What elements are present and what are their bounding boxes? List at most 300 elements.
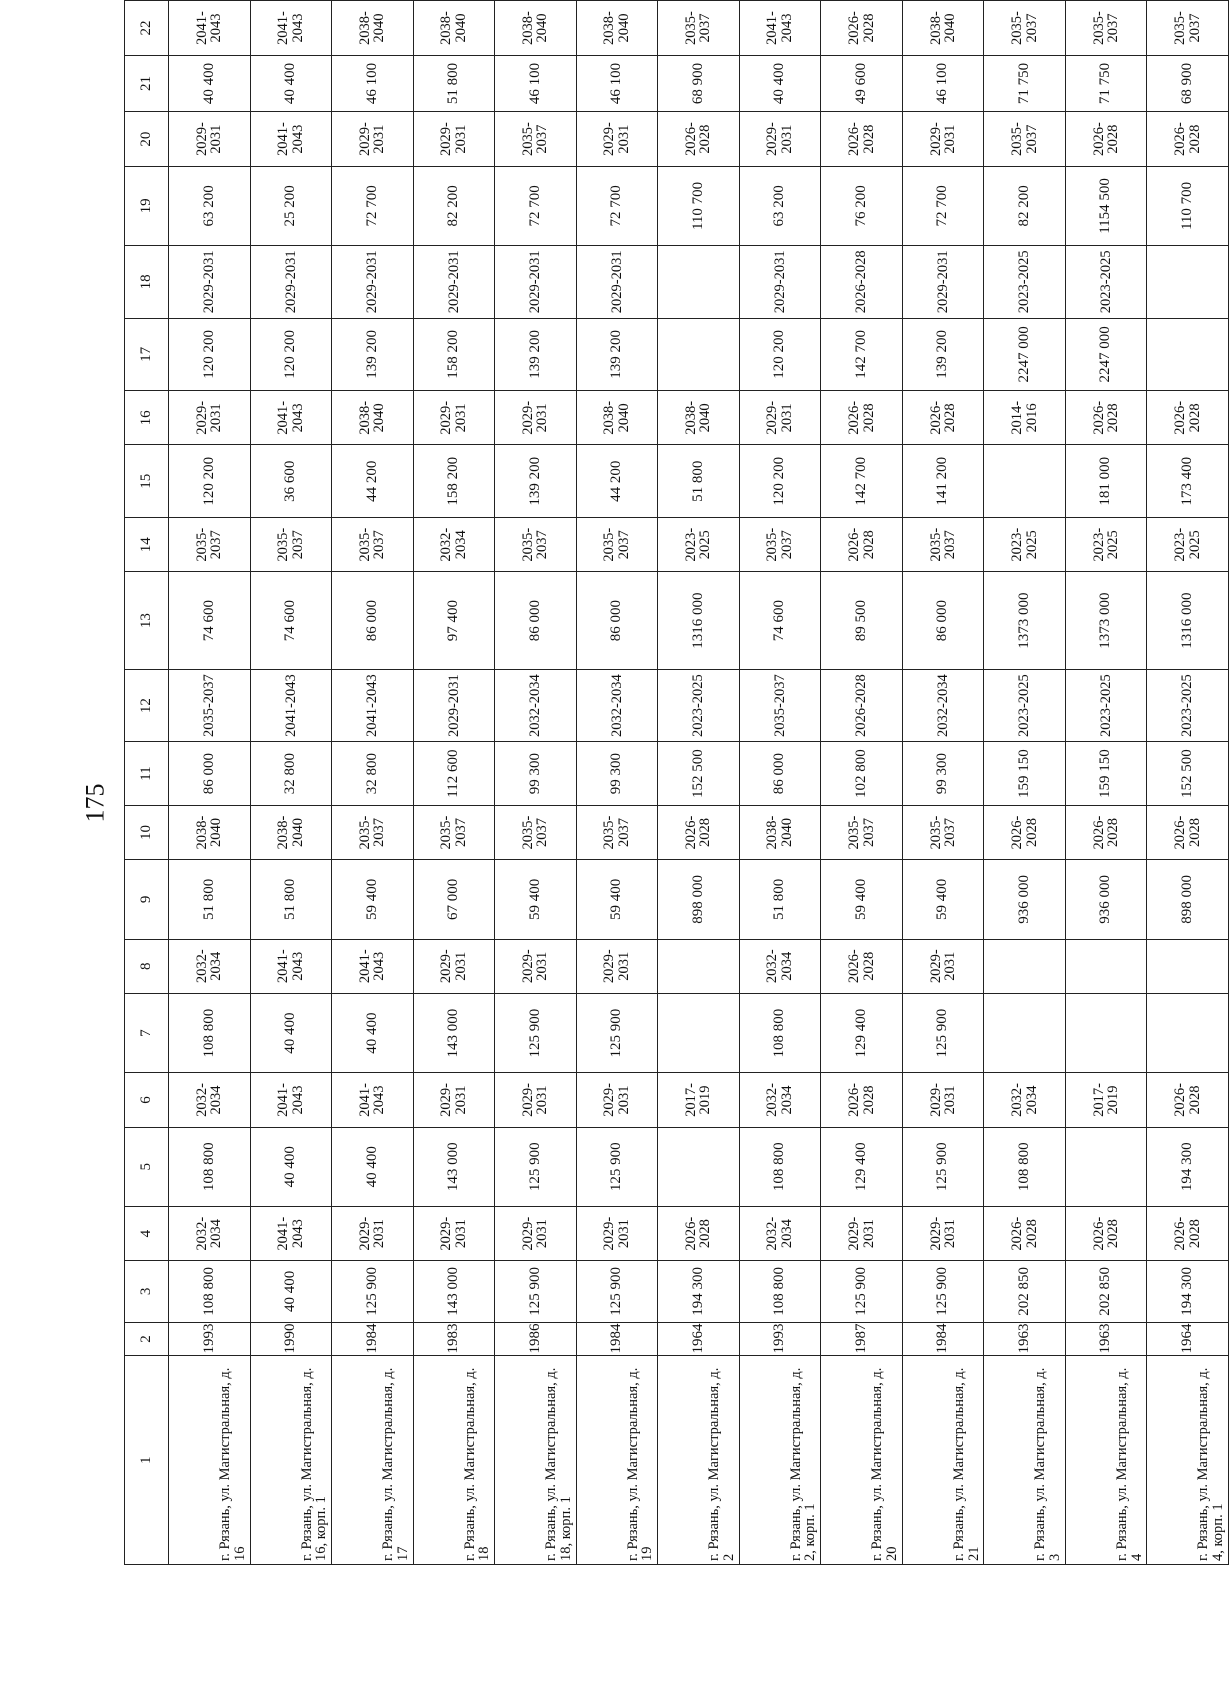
- period-cell: 2029-2031: [902, 1206, 984, 1260]
- period-cell: 2035-2037: [332, 805, 414, 859]
- cost-cell: 49 600: [821, 55, 903, 112]
- cost-cell: 143 000: [413, 1261, 495, 1322]
- cost-cell: 112 600: [413, 742, 495, 805]
- cost-cell: [658, 0, 740, 1]
- cost-cell: 46 100: [332, 55, 414, 112]
- period-cell: 2032-2034: [495, 669, 577, 742]
- period-cell: 2026-2028: [821, 246, 903, 319]
- cost-cell: 936 000: [1065, 860, 1147, 939]
- cost-cell: 898 000: [1147, 860, 1229, 939]
- cost-cell: 46 100: [495, 55, 577, 112]
- cost-cell: 2247 000: [984, 318, 1066, 391]
- cost-cell: [1065, 1127, 1147, 1206]
- cost-cell: [658, 939, 740, 993]
- cost-cell: [332, 0, 414, 1]
- column-number-row: [125, 0, 169, 1565]
- period-cell: 2035-2037: [413, 805, 495, 859]
- period-cell: 2032-2034: [169, 1073, 251, 1127]
- period-cell: 2041-2043: [250, 1206, 332, 1260]
- address-cell: г. Рязань, ул. Магистральная, д. 4: [1065, 1356, 1147, 1565]
- cost-cell: 120 200: [250, 318, 332, 391]
- period-cell: 2038-2040: [332, 391, 414, 445]
- column-header-14: 14: [125, 518, 169, 572]
- cost-cell: 129 400: [821, 993, 903, 1072]
- period-cell: 2023-2025: [1147, 669, 1229, 742]
- period-cell: 2023-2025: [1147, 518, 1229, 572]
- period-cell: 2029-2031: [495, 391, 577, 445]
- period-cell: 2026-2028: [658, 112, 740, 166]
- cost-cell: [1147, 318, 1229, 391]
- cost-cell: 40 400: [250, 1127, 332, 1206]
- period-cell: 2029-2031: [576, 939, 658, 993]
- period-cell: 2026-2028: [902, 391, 984, 445]
- cost-cell: [1147, 939, 1229, 993]
- cost-cell: 51 800: [739, 860, 821, 939]
- period-cell: 2029-2031: [821, 1206, 903, 1260]
- cost-cell: [658, 246, 740, 319]
- cost-cell: 63 200: [739, 166, 821, 245]
- period-cell: 2014-2016: [984, 391, 1066, 445]
- period-cell: 2029-2031: [576, 1073, 658, 1127]
- table-row: [739, 0, 821, 1565]
- period-cell: 2029-2031: [576, 1206, 658, 1260]
- cost-cell: [1147, 0, 1229, 1]
- period-cell: 2029-2031: [413, 669, 495, 742]
- cost-cell: 99 300: [576, 742, 658, 805]
- period-cell: 2029-2031: [250, 246, 332, 319]
- address-cell: г. Рязань, ул. Магистральная, д. 21: [902, 1356, 984, 1565]
- column-header-21: 21: [125, 55, 169, 112]
- year-built-cell: 1984: [576, 1322, 658, 1356]
- column-header-10: 10: [125, 805, 169, 859]
- cost-cell: 89 500: [821, 572, 903, 669]
- cost-cell: 51 800: [658, 445, 740, 518]
- period-cell: 2017-2019: [1065, 1073, 1147, 1127]
- period-cell: 2041-2043: [250, 1073, 332, 1127]
- cost-cell: [984, 445, 1066, 518]
- cost-cell: 108 800: [739, 993, 821, 1072]
- column-header-8: 8: [125, 939, 169, 993]
- period-cell: 2035-2037: [332, 518, 414, 572]
- cost-cell: [984, 993, 1066, 1072]
- column-header-11: 11: [125, 742, 169, 805]
- period-cell: 2035-2037: [739, 669, 821, 742]
- period-cell: 2017-2019: [658, 1073, 740, 1127]
- period-cell: 2041-2043: [332, 1073, 414, 1127]
- cost-cell: 86 000: [902, 572, 984, 669]
- year-built-cell: 1987: [821, 1322, 903, 1356]
- period-cell: 2035-2037: [739, 518, 821, 572]
- cost-cell: 76 200: [821, 166, 903, 245]
- cost-cell: 120 200: [739, 445, 821, 518]
- year-built-cell: 1993: [169, 1322, 251, 1356]
- cost-cell: 125 900: [495, 1261, 577, 1322]
- period-cell: 2026-2028: [1065, 805, 1147, 859]
- cost-cell: 40 400: [332, 993, 414, 1072]
- cost-cell: 72 700: [332, 166, 414, 245]
- period-cell: 2026-2028: [984, 805, 1066, 859]
- period-cell: 2035-2037: [902, 518, 984, 572]
- period-cell: 2029-2031: [739, 246, 821, 319]
- period-cell: 2026-2028: [1065, 112, 1147, 166]
- period-cell: 2026-2028: [1147, 1206, 1229, 1260]
- cost-cell: 152 500: [1147, 742, 1229, 805]
- cost-cell: 82 200: [984, 166, 1066, 245]
- cost-cell: 194 300: [658, 1261, 740, 1322]
- cost-cell: 125 900: [576, 1127, 658, 1206]
- cost-cell: 44 200: [332, 445, 414, 518]
- period-cell: 2023-2025: [1065, 518, 1147, 572]
- cost-cell: [984, 0, 1066, 1]
- period-cell: 2026-2028: [658, 1206, 740, 1260]
- cost-cell: 152 500: [658, 742, 740, 805]
- cost-cell: [984, 939, 1066, 993]
- cost-cell: 59 400: [902, 860, 984, 939]
- cost-cell: [658, 318, 740, 391]
- cost-cell: 110 700: [658, 166, 740, 245]
- year-built-cell: 1964: [1147, 1322, 1229, 1356]
- cost-cell: 125 900: [902, 1127, 984, 1206]
- cost-cell: 125 900: [902, 1261, 984, 1322]
- period-cell: 2041-2043: [739, 1, 821, 55]
- column-header-7: 7: [125, 993, 169, 1072]
- period-cell: 2035-2037: [984, 1, 1066, 55]
- cost-cell: 194 300: [1147, 1261, 1229, 1322]
- period-cell: 2026-2028: [1147, 1073, 1229, 1127]
- period-cell: 2035-2037: [495, 518, 577, 572]
- cost-cell: 139 200: [902, 318, 984, 391]
- cost-cell: 46 100: [576, 55, 658, 112]
- period-cell: 2032-2034: [739, 1206, 821, 1260]
- cost-cell: 32 800: [332, 742, 414, 805]
- period-cell: 2029-2031: [576, 112, 658, 166]
- cost-cell: 143 000: [413, 993, 495, 1072]
- cost-cell: 139 200: [495, 318, 577, 391]
- period-cell: 2038-2040: [902, 1, 984, 55]
- cost-cell: [576, 0, 658, 1]
- table-body: [169, 0, 1229, 1565]
- period-cell: 2041-2043: [250, 939, 332, 993]
- year-built-cell: 1983: [413, 1322, 495, 1356]
- period-cell: 2026-2028: [1065, 1206, 1147, 1260]
- period-cell: 2035-2037: [658, 1, 740, 55]
- period-cell: 2035-2037: [1147, 1, 1229, 55]
- cost-cell: 59 400: [495, 860, 577, 939]
- period-cell: 2029-2031: [413, 1073, 495, 1127]
- column-header-9: 9: [125, 860, 169, 939]
- period-cell: 2041-2043: [250, 669, 332, 742]
- table-container: [124, 0, 1229, 1565]
- cost-cell: [658, 993, 740, 1072]
- cost-cell: 143 000: [413, 1127, 495, 1206]
- table-row: [413, 0, 495, 1565]
- period-cell: 2023-2025: [1065, 669, 1147, 742]
- cost-cell: 68 900: [658, 55, 740, 112]
- address-cell: г. Рязань, ул. Магистральная, д. 17: [332, 1356, 414, 1565]
- column-header-22: 22: [125, 1, 169, 55]
- cost-cell: 74 600: [169, 572, 251, 669]
- column-header-16: 16: [125, 391, 169, 445]
- period-cell: 2041-2043: [169, 1, 251, 55]
- period-cell: 2023-2025: [984, 518, 1066, 572]
- column-header-20: 20: [125, 112, 169, 166]
- period-cell: 2023-2025: [658, 518, 740, 572]
- table-row: [250, 0, 332, 1565]
- cost-cell: 125 900: [576, 993, 658, 1072]
- cost-cell: 1316 000: [658, 572, 740, 669]
- cost-cell: 142 700: [821, 445, 903, 518]
- cost-cell: [902, 0, 984, 1]
- cost-cell: 40 400: [739, 55, 821, 112]
- period-cell: 2029-2031: [413, 391, 495, 445]
- cost-cell: [739, 0, 821, 1]
- cost-cell: 63 200: [169, 166, 251, 245]
- address-cell: г. Рязань, ул. Магистральная, д. 16: [169, 1356, 251, 1565]
- cost-cell: 40 400: [250, 55, 332, 112]
- period-cell: 2038-2040: [576, 391, 658, 445]
- period-cell: 2038-2040: [332, 1, 414, 55]
- repair-schedule-table: [124, 0, 1229, 1565]
- cost-cell: 141 200: [902, 445, 984, 518]
- period-cell: 2029-2031: [739, 391, 821, 445]
- table-row: [902, 0, 984, 1565]
- cost-cell: 129 400: [821, 1127, 903, 1206]
- cost-cell: 1373 000: [1065, 572, 1147, 669]
- cost-cell: 59 400: [821, 860, 903, 939]
- year-built-cell: 1964: [658, 1322, 740, 1356]
- cost-cell: [1065, 0, 1147, 1]
- cost-cell: 125 900: [576, 1261, 658, 1322]
- table-row: [984, 0, 1066, 1565]
- period-cell: 2035-2037: [1065, 1, 1147, 55]
- period-cell: 2041-2043: [250, 391, 332, 445]
- period-cell: 2026-2028: [1147, 391, 1229, 445]
- cost-cell: 202 850: [1065, 1261, 1147, 1322]
- cost-cell: 159 150: [1065, 742, 1147, 805]
- cost-cell: 86 000: [576, 572, 658, 669]
- cost-cell: 99 300: [902, 742, 984, 805]
- period-cell: 2026-2028: [1147, 805, 1229, 859]
- period-cell: 2026-2028: [1147, 112, 1229, 166]
- period-cell: 2029-2031: [169, 246, 251, 319]
- cost-cell: [821, 0, 903, 1]
- cost-cell: 46 100: [902, 55, 984, 112]
- period-cell: 2026-2028: [658, 805, 740, 859]
- address-cell: г. Рязань, ул. Магистральная, д. 2: [658, 1356, 740, 1565]
- cost-cell: 51 800: [169, 860, 251, 939]
- cost-cell: [1065, 939, 1147, 993]
- period-cell: 2038-2040: [169, 805, 251, 859]
- cost-cell: 2247 000: [1065, 318, 1147, 391]
- cost-cell: 181 000: [1065, 445, 1147, 518]
- cost-cell: 142 700: [821, 318, 903, 391]
- cost-cell: 108 800: [984, 1127, 1066, 1206]
- year-built-cell: 1963: [1065, 1322, 1147, 1356]
- table-row: [658, 0, 740, 1565]
- period-cell: 2035-2037: [495, 805, 577, 859]
- page-number: 175: [80, 783, 110, 823]
- cost-cell: 102 800: [821, 742, 903, 805]
- cost-cell: 139 200: [332, 318, 414, 391]
- period-cell: 2029-2031: [332, 246, 414, 319]
- period-cell: 2032-2034: [169, 1206, 251, 1260]
- table-row: [1147, 0, 1229, 1565]
- period-cell: 2032-2034: [902, 669, 984, 742]
- period-cell: 2038-2040: [739, 805, 821, 859]
- column-header-3: 3: [125, 1261, 169, 1322]
- address-cell: г. Рязань, ул. Магистральная, д. 18, корп. 1: [495, 1356, 577, 1565]
- period-cell: 2023-2025: [984, 669, 1066, 742]
- cost-cell: [169, 0, 251, 1]
- cost-cell: 125 900: [821, 1261, 903, 1322]
- cost-cell: 108 800: [739, 1127, 821, 1206]
- cost-cell: 125 900: [902, 993, 984, 1072]
- period-cell: 2041-2043: [332, 939, 414, 993]
- period-cell: 2026-2028: [821, 391, 903, 445]
- year-built-cell: 1990: [250, 1322, 332, 1356]
- period-cell: 2035-2037: [576, 805, 658, 859]
- column-header-23: [125, 0, 169, 1]
- column-header-18: 18: [125, 246, 169, 319]
- period-cell: 2035-2037: [250, 518, 332, 572]
- period-cell: 2029-2031: [902, 246, 984, 319]
- period-cell: 2029-2031: [902, 939, 984, 993]
- column-header-15: 15: [125, 445, 169, 518]
- address-cell: г. Рязань, ул. Магистральная, д. 16, корп. 1: [250, 1356, 332, 1565]
- address-cell: г. Рязань, ул. Магистральная, д. 18: [413, 1356, 495, 1565]
- period-cell: 2038-2040: [576, 1, 658, 55]
- table-row: [1065, 0, 1147, 1565]
- period-cell: 2029-2031: [332, 112, 414, 166]
- column-header-17: 17: [125, 318, 169, 391]
- period-cell: 2026-2028: [821, 1073, 903, 1127]
- cost-cell: 108 800: [169, 1127, 251, 1206]
- cost-cell: 40 400: [250, 1261, 332, 1322]
- cost-cell: 1373 000: [984, 572, 1066, 669]
- cost-cell: [1065, 993, 1147, 1072]
- cost-cell: 86 000: [169, 742, 251, 805]
- period-cell: 2029-2031: [495, 246, 577, 319]
- cost-cell: 72 700: [902, 166, 984, 245]
- cost-cell: 40 400: [332, 1127, 414, 1206]
- year-built-cell: 1993: [739, 1322, 821, 1356]
- cost-cell: 51 800: [413, 55, 495, 112]
- cost-cell: 159 150: [984, 742, 1066, 805]
- address-cell: г. Рязань, ул. Магистральная, д. 2, корп. 1: [739, 1356, 821, 1565]
- cost-cell: 1154 500: [1065, 166, 1147, 245]
- period-cell: 2026-2028: [821, 1, 903, 55]
- period-cell: 2032-2034: [739, 939, 821, 993]
- cost-cell: 110 700: [1147, 166, 1229, 245]
- cost-cell: 40 400: [250, 993, 332, 1072]
- cost-cell: 158 200: [413, 318, 495, 391]
- year-built-cell: 1986: [495, 1322, 577, 1356]
- period-cell: 2035-2037: [902, 805, 984, 859]
- period-cell: 2026-2028: [821, 518, 903, 572]
- period-cell: 2029-2031: [902, 112, 984, 166]
- period-cell: 2029-2031: [902, 1073, 984, 1127]
- period-cell: 2041-2043: [250, 112, 332, 166]
- period-cell: 2029-2031: [495, 1206, 577, 1260]
- address-cell: г. Рязань, ул. Магистральная, д. 20: [821, 1356, 903, 1565]
- cost-cell: 173 400: [1147, 445, 1229, 518]
- period-cell: 2032-2034: [413, 518, 495, 572]
- cost-cell: 139 200: [576, 318, 658, 391]
- table-row: [495, 0, 577, 1565]
- column-header-1: 1: [125, 1356, 169, 1565]
- cost-cell: 71 750: [984, 55, 1066, 112]
- cost-cell: 194 300: [1147, 1127, 1229, 1206]
- cost-cell: [1147, 993, 1229, 1072]
- period-cell: 2038-2040: [658, 391, 740, 445]
- cost-cell: 71 750: [1065, 55, 1147, 112]
- column-header-4: 4: [125, 1206, 169, 1260]
- period-cell: 2038-2040: [413, 1, 495, 55]
- column-header-2: 2: [125, 1322, 169, 1356]
- year-built-cell: 1984: [902, 1322, 984, 1356]
- cost-cell: 120 200: [169, 445, 251, 518]
- cost-cell: [495, 0, 577, 1]
- period-cell: 2023-2025: [1065, 246, 1147, 319]
- cost-cell: 139 200: [495, 445, 577, 518]
- period-cell: 2026-2028: [1065, 391, 1147, 445]
- period-cell: 2041-2043: [332, 669, 414, 742]
- period-cell: 2041-2043: [250, 1, 332, 55]
- period-cell: 2029-2031: [495, 939, 577, 993]
- cost-cell: [413, 0, 495, 1]
- cost-cell: 158 200: [413, 445, 495, 518]
- period-cell: 2029-2031: [169, 112, 251, 166]
- column-header-12: 12: [125, 669, 169, 742]
- period-cell: 2035-2037: [169, 669, 251, 742]
- cost-cell: 36 600: [250, 445, 332, 518]
- period-cell: 2038-2040: [495, 1, 577, 55]
- cost-cell: 86 000: [332, 572, 414, 669]
- period-cell: 2032-2034: [576, 669, 658, 742]
- cost-cell: 74 600: [739, 572, 821, 669]
- address-cell: г. Рязань, ул. Магистральная, д. 4, корп. 1: [1147, 1356, 1229, 1565]
- column-header-19: 19: [125, 166, 169, 245]
- cost-cell: 86 000: [495, 572, 577, 669]
- period-cell: 2032-2034: [739, 1073, 821, 1127]
- cost-cell: 898 000: [658, 860, 740, 939]
- period-cell: 2038-2040: [250, 805, 332, 859]
- address-cell: г. Рязань, ул. Магистральная, д. 19: [576, 1356, 658, 1565]
- cost-cell: 97 400: [413, 572, 495, 669]
- period-cell: 2029-2031: [413, 246, 495, 319]
- cost-cell: 120 200: [739, 318, 821, 391]
- cost-cell: 67 000: [413, 860, 495, 939]
- cost-cell: 82 200: [413, 166, 495, 245]
- period-cell: 2023-2025: [984, 246, 1066, 319]
- year-built-cell: 1963: [984, 1322, 1066, 1356]
- cost-cell: [1147, 246, 1229, 319]
- cost-cell: 108 800: [739, 1261, 821, 1322]
- table-row: [169, 0, 251, 1565]
- period-cell: 2032-2034: [984, 1073, 1066, 1127]
- cost-cell: 68 900: [1147, 55, 1229, 112]
- period-cell: 2029-2031: [413, 939, 495, 993]
- period-cell: 2026-2028: [821, 939, 903, 993]
- column-header-5: 5: [125, 1127, 169, 1206]
- cost-cell: 44 200: [576, 445, 658, 518]
- period-cell: 2029-2031: [169, 391, 251, 445]
- cost-cell: 74 600: [250, 572, 332, 669]
- table-row: [576, 0, 658, 1565]
- period-cell: 2032-2034: [169, 939, 251, 993]
- cost-cell: 86 000: [739, 742, 821, 805]
- cost-cell: [658, 1127, 740, 1206]
